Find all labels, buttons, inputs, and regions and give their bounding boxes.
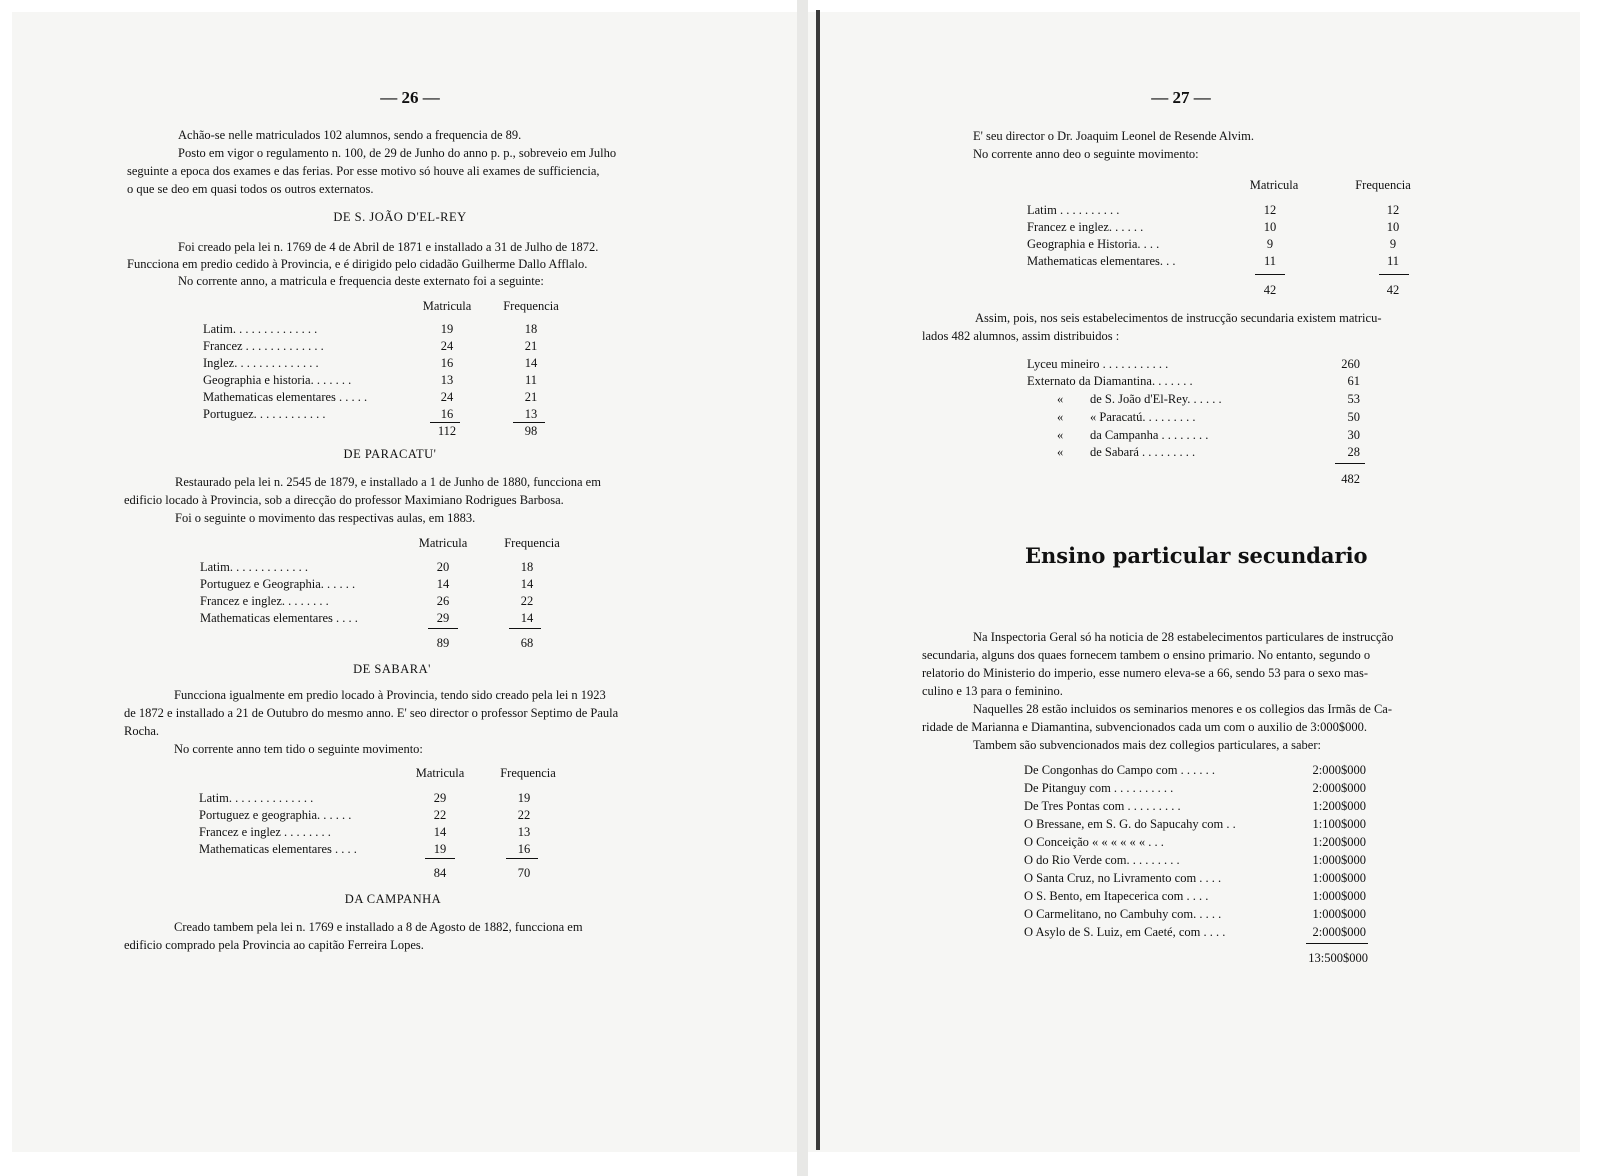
table-cell: 19 — [440, 322, 454, 336]
distribution-value: 61 — [1347, 374, 1360, 388]
paragraph-line: Rocha. — [124, 724, 160, 738]
table-row-label: Geographia e historia. . . . . . . — [203, 373, 352, 387]
paragraph-line: Funcciona em predio cedido à Provincia, e é dirigido pelo cidadão Guilherme Dallo Afflalo. — [127, 257, 588, 271]
table-row-label: Latim. . . . . . . . . . . . . . — [203, 322, 318, 336]
distribution-total: 482 — [1341, 472, 1360, 486]
intro-line: o que se deo em quasi todos os outros externatos. — [127, 182, 374, 196]
column-header-frequencia: Frequencia — [500, 766, 556, 780]
paragraph-line: Foi creado pela lei n. 1769 de 4 de Abril de 1871 e installado a 31 de Julho de 1872. — [178, 240, 599, 254]
column-header-matricula: Matricula — [418, 536, 468, 550]
distribution-value: 50 — [1347, 410, 1360, 424]
college-label: De Congonhas do Campo com . . . . . . — [1024, 763, 1215, 777]
table-cell: 22 — [517, 808, 531, 822]
sum-rule — [428, 628, 458, 629]
paragraph-line: ridade de Marianna e Diamantina, subvencionados cada um com o auxilio de 3:000$000. — [922, 720, 1368, 734]
table-cell: 18 — [520, 560, 534, 574]
sum-rule — [1379, 274, 1409, 275]
table-row-label: Francez . . . . . . . . . . . . . — [203, 339, 324, 353]
table-cell: 11 — [1386, 254, 1400, 268]
ditto-mark: « — [1057, 392, 1064, 406]
table-total: 98 — [524, 424, 538, 438]
table-cell: 12 — [1263, 203, 1277, 217]
college-value: 1:200$000 — [1312, 799, 1366, 813]
sum-rule — [1306, 943, 1368, 944]
distribution-label: de S. João d'El-Rey. . . . . . — [1090, 392, 1222, 406]
table-cell: 14 — [433, 825, 447, 839]
paragraph-line: Naquelles 28 estão incluidos os seminarios menores e os collegios das Irmãs de Ca- — [973, 702, 1393, 716]
table-total: 84 — [433, 866, 447, 880]
table-cell: 13 — [517, 825, 531, 839]
paragraph-line: lados 482 alumnos, assim distribuidos : — [922, 329, 1120, 343]
table-total: 89 — [436, 636, 450, 650]
table-cell: 13 — [440, 373, 454, 387]
intro-line: E' seu director o Dr. Joaquim Leonel de Resende Alvim. — [973, 129, 1255, 143]
table-cell: 19 — [433, 842, 447, 856]
table-cell: 12 — [1386, 203, 1400, 217]
sum-rule — [509, 628, 541, 629]
table-row-label: Latim . . . . . . . . . . — [1027, 203, 1120, 217]
table-cell: 16 — [440, 356, 454, 370]
paragraph-line: Tambem são subvencionados mais dez collegios particulares, a saber: — [973, 738, 1321, 752]
table-row-label: Mathematicas elementares . . . . — [199, 842, 357, 856]
paragraph-line: secundaria, alguns dos quaes fornecem tambem o ensino primario. No entanto, segundo o — [922, 648, 1371, 662]
ditto-mark: « — [1057, 410, 1064, 424]
college-value: 1:000$000 — [1312, 853, 1366, 867]
page-number-right: — 27 — — [1151, 88, 1211, 107]
sum-rule — [1255, 274, 1285, 275]
distribution-label: « Paracatú. . . . . . . . . — [1090, 410, 1196, 424]
column-header-frequencia: Frequencia — [503, 299, 559, 313]
college-label: O Conceição « « « « « « . . . — [1024, 835, 1164, 849]
section-heading: DA CAMPANHA — [344, 892, 442, 906]
intro-line: Achão-se nelle matriculados 102 alumnos, sendo a frequencia de 89. — [178, 128, 522, 142]
column-header-matricula: Matricula — [422, 299, 472, 313]
column-header-matricula: Matricula — [1249, 178, 1299, 192]
table-total: 42 — [1386, 283, 1400, 297]
paragraph-line: Creado tambem pela lei n. 1769 e installado a 8 de Agosto de 1882, funcciona em — [174, 920, 583, 934]
table-cell: 24 — [440, 339, 454, 353]
table-total: 42 — [1263, 283, 1277, 297]
table-row-label: Latim. . . . . . . . . . . . . — [200, 560, 308, 574]
college-label: O do Rio Verde com. . . . . . . . . — [1024, 853, 1180, 867]
section-heading: DE S. JOÃO D'EL-REY — [333, 210, 467, 224]
binding-spine — [816, 10, 820, 1150]
table-cell: 10 — [1263, 220, 1277, 234]
paragraph-line: culino e 13 para o feminino. — [922, 684, 1063, 698]
table-row-label: Latim. . . . . . . . . . . . . . — [199, 791, 314, 805]
college-label: O Santa Cruz, no Livramento com . . . . — [1024, 871, 1222, 885]
table-row-label: Geographia e Historia. . . . — [1027, 237, 1160, 251]
table-cell: 26 — [436, 594, 450, 608]
section-title: Ensino particular secundario — [1025, 543, 1368, 568]
table-cell: 19 — [517, 791, 531, 805]
table-row-label: Mathematicas elementares . . . . — [200, 611, 358, 625]
distribution-label: Externato da Diamantina. . . . . . . — [1027, 374, 1193, 388]
table-cell: 10 — [1386, 220, 1400, 234]
table-total: 112 — [437, 424, 457, 438]
table-row-label: Portuguez e geographia. . . . . . — [199, 808, 352, 822]
college-value: 2:000$000 — [1312, 781, 1366, 795]
table-total: 68 — [520, 636, 534, 650]
paragraph-line: edificio comprado pela Provincia ao capitão Ferreira Lopes. — [124, 938, 424, 952]
college-value: 1:000$000 — [1312, 907, 1366, 921]
table-cell: 14 — [520, 577, 534, 591]
table-cell: 22 — [433, 808, 447, 822]
column-header-frequencia: Frequencia — [504, 536, 560, 550]
table-total: 70 — [517, 866, 531, 880]
college-value: 2:000$000 — [1312, 763, 1366, 777]
paragraph-line: Restaurado pela lei n. 2545 de 1879, e installado a 1 de Junho de 1880, funcciona em — [175, 475, 601, 489]
intro-line: seguinte a epoca dos exames e das ferias. Por esse motivo só houve ali exames de sufficiencia, — [127, 164, 600, 178]
college-label: De Pitanguy com . . . . . . . . . . — [1024, 781, 1174, 795]
table-cell: 21 — [524, 339, 538, 353]
college-label: O Asylo de S. Luiz, em Caeté, com . . . . — [1024, 925, 1226, 939]
distribution-value: 53 — [1347, 392, 1360, 406]
table-cell: 11 — [1263, 254, 1277, 268]
table-cell: 9 — [1389, 237, 1397, 251]
paragraph-line: No corrente anno, a matricula e frequencia deste externato foi a seguinte: — [178, 274, 544, 288]
table-row-label: Mathematicas elementares. . . — [1027, 254, 1176, 268]
table-row-label: Francez e inglez. . . . . . — [1027, 220, 1144, 234]
table-row-label: Inglez. . . . . . . . . . . . . . — [203, 356, 319, 370]
table-row-label: Francez e inglez. . . . . . . . — [200, 594, 329, 608]
table-row-label: Portuguez e Geographia. . . . . . — [200, 577, 356, 591]
college-label: De Tres Pontas com . . . . . . . . . — [1024, 799, 1181, 813]
section-heading: DE PARACATU' — [343, 447, 437, 461]
college-value: 1:100$000 — [1312, 817, 1366, 831]
paragraph-line: No corrente anno tem tido o seguinte movimento: — [174, 742, 423, 756]
ditto-mark: « — [1057, 428, 1064, 442]
paragraph-line: Na Inspectoria Geral só ha noticia de 28 estabelecimentos particulares de instrucção — [973, 630, 1394, 644]
table-row-label: Francez e inglez . . . . . . . . — [199, 825, 331, 839]
table-row-label: Mathematicas elementares . . . . . — [203, 390, 368, 404]
table-cell: 22 — [520, 594, 534, 608]
table-cell: 14 — [520, 611, 534, 625]
college-label: O Carmelitano, no Cambuhy com. . . . . — [1024, 907, 1222, 921]
distribution-label: Lyceu mineiro . . . . . . . . . . . — [1027, 357, 1169, 371]
college-label: O S. Bento, em Itapecerica com . . . . — [1024, 889, 1209, 903]
table-cell: 9 — [1266, 237, 1274, 251]
table-row-label: Portuguez. . . . . . . . . . . . — [203, 407, 326, 421]
table-cell: 16 — [440, 407, 454, 421]
table-cell: 21 — [524, 390, 538, 404]
distribution-label: de Sabará . . . . . . . . . — [1090, 445, 1196, 459]
college-value: 2:000$000 — [1312, 925, 1366, 939]
distribution-value: 260 — [1341, 357, 1360, 371]
table-cell: 29 — [436, 611, 450, 625]
table-cell: 29 — [433, 791, 447, 805]
college-label: O Bressane, em S. G. do Sapucahy com . . — [1024, 817, 1236, 831]
table-cell: 14 — [524, 356, 538, 370]
table-cell: 13 — [524, 407, 538, 421]
college-value: 1:000$000 — [1312, 889, 1366, 903]
sum-rule — [1335, 463, 1365, 464]
table-cell: 18 — [524, 322, 538, 336]
paragraph-line: Assim, pois, nos seis estabelecimentos de instrucção secundaria existem matricu- — [975, 311, 1382, 325]
column-header-matricula: Matricula — [415, 766, 465, 780]
right-page — [808, 12, 1580, 1152]
ditto-mark: « — [1057, 445, 1064, 459]
college-value: 1:200$000 — [1312, 835, 1366, 849]
paragraph-line: relatorio do Ministerio do imperio, esse numero eleva-se a 66, sendo 53 para o sexo mas- — [922, 666, 1369, 680]
section-heading: DE SABARA' — [353, 662, 431, 676]
distribution-value: 30 — [1347, 428, 1360, 442]
sum-rule — [425, 858, 455, 859]
table-cell: 24 — [440, 390, 454, 404]
intro-line: No corrente anno deo o seguinte movimento: — [973, 147, 1199, 161]
intro-line: Posto em vigor o regulamento n. 100, de 29 de Junho do anno p. p., sobreveio em Julho — [178, 146, 617, 160]
sum-rule — [506, 858, 538, 859]
table-cell: 14 — [436, 577, 450, 591]
distribution-label: da Campanha . . . . . . . . — [1090, 428, 1209, 442]
column-header-frequencia: Frequencia — [1355, 178, 1411, 192]
colleges-total: 13:500$000 — [1308, 951, 1368, 965]
paragraph-line: de 1872 e installado a 21 de Outubro do mesmo anno. E' seo director o professor Septimo de Paula — [124, 706, 619, 720]
page-number-left: — 26 — — [380, 88, 440, 107]
distribution-value: 28 — [1347, 445, 1360, 459]
table-cell: 16 — [517, 842, 531, 856]
paragraph-line: edificio locado à Provincia, sob a direcção do professor Maximiano Rodrigues Barbosa. — [124, 493, 564, 507]
table-cell: 20 — [436, 560, 450, 574]
book-gutter — [797, 0, 808, 1176]
paragraph-line: Foi o seguinte o movimento das respectivas aulas, em 1883. — [175, 511, 476, 525]
paragraph-line: Funcciona igualmente em predio locado à Provincia, tendo sido creado pela lei n 1923 — [174, 688, 606, 702]
college-value: 1:000$000 — [1312, 871, 1366, 885]
table-cell: 11 — [524, 373, 538, 387]
